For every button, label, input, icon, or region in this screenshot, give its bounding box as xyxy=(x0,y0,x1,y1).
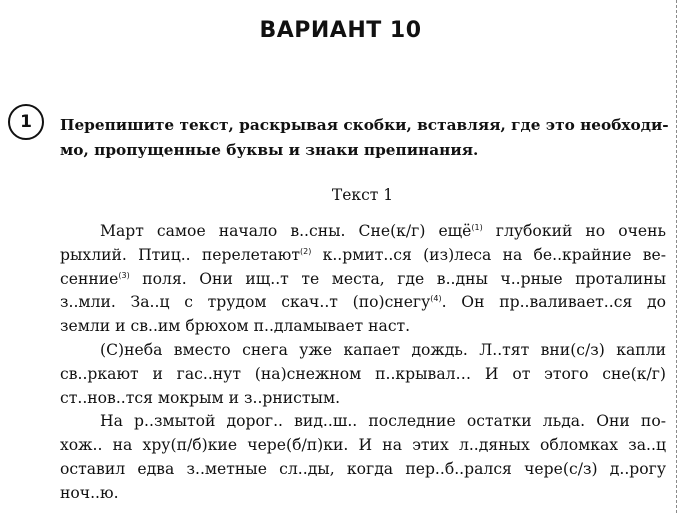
text-line xyxy=(60,291,666,315)
text-line: ноч..ю. xyxy=(60,483,119,502)
task-instruction xyxy=(60,113,669,163)
variant-title: ВАРИАНТ 10 xyxy=(259,18,422,43)
text-fragment: к..рмит..ся (из)леса на бе..крайние ве- xyxy=(311,245,666,264)
text-line: хож.. на хру(п/б)кие чере(б/п)ки. И на этих л..дяных обломках за..ц xyxy=(60,436,666,455)
text-line: св..ркают и гас..нут (на)снежном п..крывал… И от этого сне(к/г) xyxy=(60,364,666,383)
text-line: (С)неба вместо снега уже капает дождь. Л..тят вни(с/з) капли xyxy=(100,340,666,359)
footnote-mark: (3) xyxy=(118,270,130,280)
footnote-mark: (1) xyxy=(471,223,483,232)
text-fragment: сенние xyxy=(60,269,119,288)
text-line: оставил едва з..метные сл..ды, когда пер..б..рался чере(с/з) д..рогу xyxy=(60,459,666,478)
text-fragment: рыхлий. Птиц.. перелетают xyxy=(60,245,300,264)
text-line xyxy=(60,244,666,268)
text-line: На р..змытой дорог.. вид..ш.. последние остатки льда. Они по- xyxy=(100,412,666,431)
text-heading: Текст 1 xyxy=(331,186,394,204)
text-line xyxy=(60,220,666,244)
text-fragment: Март самое начало в..сны. Сне(к/г) ещё xyxy=(100,222,472,240)
task-instruction-line: мо, пропущенные буквы и знаки препинания. xyxy=(60,141,479,159)
text-line: земли и св..им брюхом п..дламывает наст. xyxy=(60,317,411,336)
task-instruction-line: Перепишите текст, раскрывая скобки, вставляя, где это необходи- xyxy=(60,116,669,134)
footnote-mark: (4) xyxy=(430,294,442,304)
text-fragment: глубокий но очень xyxy=(482,222,666,240)
text-line: ст..нов..тся мокрым и з..рнистым. xyxy=(60,388,341,407)
page-edge-dashed-line xyxy=(676,0,677,513)
text-line xyxy=(60,268,666,292)
footnote-mark: (2) xyxy=(299,246,312,256)
task-number-badge: 1 xyxy=(8,104,44,140)
text-fragment: . Он пр..валивает..ся до xyxy=(441,293,666,312)
text-fragment: поля. Они ищ..т те места, где в..дны ч..рные проталины xyxy=(129,269,666,288)
text-fragment: з..мли. За..ц с трудом скач..т (по)снегу xyxy=(60,293,431,312)
exercise-text xyxy=(60,220,666,506)
